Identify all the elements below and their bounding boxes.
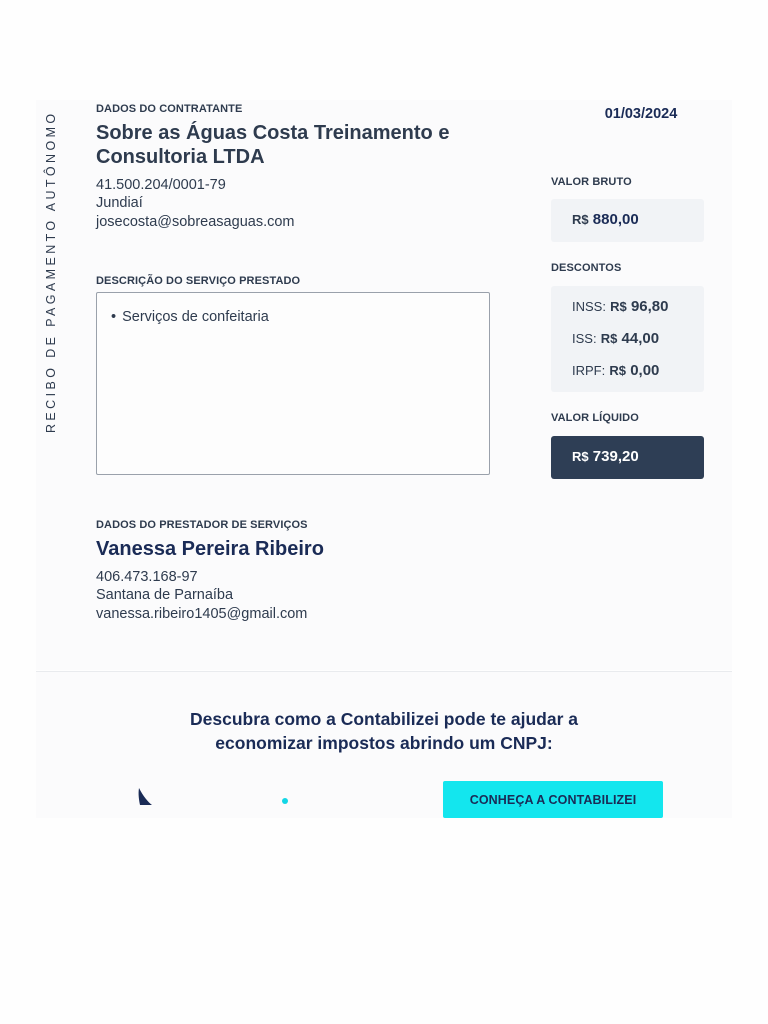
discounts-label: DESCONTOS <box>551 262 622 274</box>
gross-amount: 880,00 <box>592 211 639 228</box>
discount-row-inss <box>572 298 668 315</box>
discount-row-irpf <box>572 362 659 379</box>
discount-label: IRPF: <box>572 363 606 378</box>
receipt-date: 01/03/2024 <box>604 106 678 122</box>
service-item <box>111 309 269 325</box>
contractor-name: Sobre as Águas Costa Treinamento e Consultoria LTDA <box>96 122 450 168</box>
cta-button[interactable]: CONHEÇA A CONTABILIZEI <box>443 781 663 818</box>
gross-value <box>572 211 639 228</box>
currency-symbol: R$ <box>609 363 627 378</box>
service-item-text: Serviços de confeitaria <box>122 309 269 325</box>
discount-amount: 0,00 <box>630 362 660 379</box>
gross-value-label: VALOR BRUTO <box>551 176 632 188</box>
service-description-box <box>96 292 490 475</box>
discount-amount: 96,80 <box>630 298 669 315</box>
discount-label: ISS: <box>572 331 597 346</box>
discount-amount: 44,00 <box>621 330 660 347</box>
contractor-cnpj: 41.500.204/0001-79 <box>96 177 226 193</box>
discount-row-iss <box>572 330 659 347</box>
currency-symbol: R$ <box>572 449 589 464</box>
promo-text <box>140 707 628 755</box>
logo-leaf-icon <box>137 788 153 806</box>
provider-cpf: 406.473.168-97 <box>96 569 198 585</box>
currency-symbol: R$ <box>600 331 618 346</box>
receipt-title: RECIBO DE PAGAMENTO AUTÔNOMO <box>44 110 58 433</box>
net-value-box <box>551 436 704 479</box>
provider-section-label: DADOS DO PRESTADOR DE SERVIÇOS <box>96 519 308 531</box>
gross-value-box <box>551 199 704 242</box>
logo-dot-icon <box>282 798 288 804</box>
currency-symbol: R$ <box>610 299 627 314</box>
promo-line-2: economizar impostos abrindo um CNPJ: <box>215 733 553 753</box>
contractor-email: josecosta@sobreasaguas.com <box>96 214 295 230</box>
discounts-box <box>551 286 704 392</box>
net-value <box>572 448 639 465</box>
contractor-section-label: DADOS DO CONTRATANTE <box>96 103 243 115</box>
contractor-city: Jundiaí <box>96 195 143 211</box>
provider-name: Vanessa Pereira Ribeiro <box>96 538 324 560</box>
provider-city: Santana de Parnaíba <box>96 587 234 603</box>
promo-line-1: Descubra como a Contabilizei pode te ajudar a <box>189 709 578 729</box>
service-section-label: DESCRIÇÃO DO SERVIÇO PRESTADO <box>96 275 301 287</box>
currency-symbol: R$ <box>572 212 589 227</box>
discount-label: INSS: <box>572 299 606 314</box>
provider-email: vanessa.ribeiro1405@gmail.com <box>96 606 308 622</box>
net-value-label: VALOR LÍQUIDO <box>551 412 639 424</box>
bullet-icon: • <box>111 309 117 325</box>
net-amount: 739,20 <box>592 448 639 465</box>
